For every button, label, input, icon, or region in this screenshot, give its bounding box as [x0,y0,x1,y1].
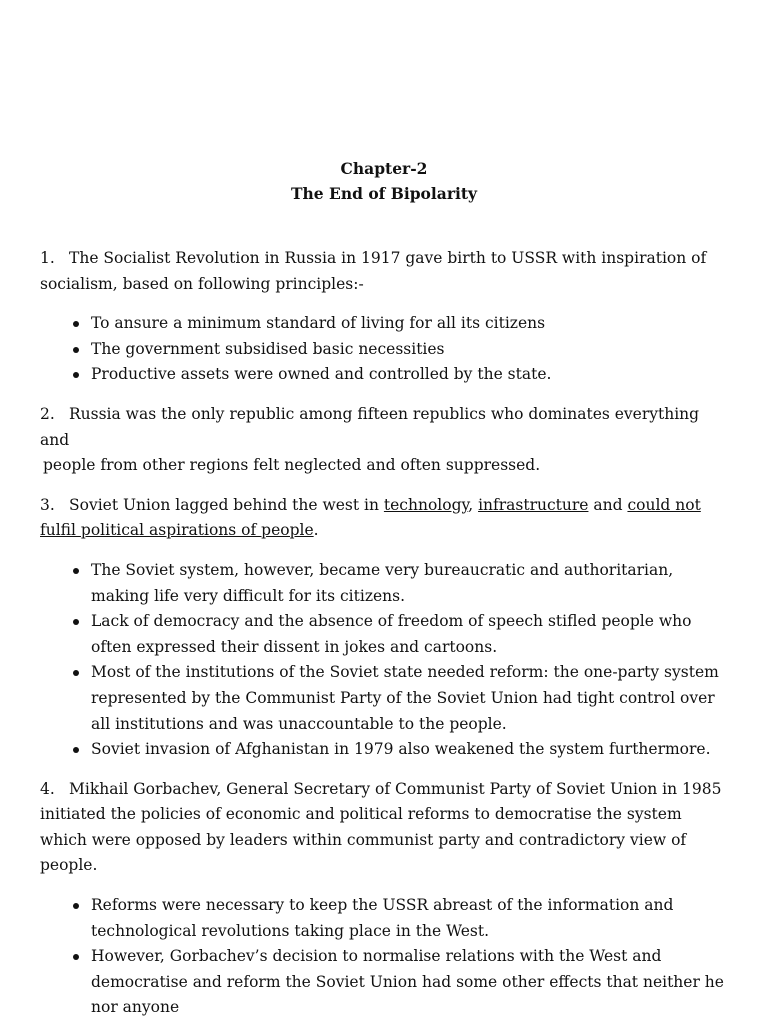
list-item: The Soviet system, however, became very bureaucratic and authoritarian, making life very difficult for its citizens. [40,558,730,609]
list-item: Lack of democracy and the absence of freedom of speech stifled people who often expressed their dissent in jokes and cartoons. [40,609,730,660]
paragraph-text-line1: Russia was the only republic among fifteen republics who dominates everything and [40,404,700,449]
paragraph-number: 3. [40,495,55,514]
principles-list [40,311,730,388]
paragraph-4 [40,777,730,879]
chapter-label: Chapter-2 [340,159,428,178]
paragraph-number: 2. [40,404,55,423]
paragraph-text: Mikhail Gorbachev, General Secretary of Communist Party of Soviet Union in 1985 initiated the policies of economic and political reforms to democratise the system which were opposed by leaders within communist party and contradictory view of people. [40,779,722,875]
page-title: The End of Bipolarity [290,184,478,203]
separator-text: , [468,495,479,514]
paragraph-number: 1. [40,249,55,267]
underlined-term-technology: technology [383,495,469,514]
title-block [0,156,768,206]
paragraph-3 [40,493,730,544]
paragraph-1 [40,246,730,297]
paragraph-number: 4. [40,779,55,798]
list-item: However, Gorbachev’s decision to normalise relations with the West and democratise and reform the Soviet Union had some other effects that neither he nor anyone [40,944,730,1021]
list-item: Productive assets were owned and controlled by the state. [40,362,730,388]
list-item: Reforms were necessary to keep the USSR abreast of the information and technological revolutions taking place in the West. [40,893,730,944]
paragraph-text-line2: people from other regions felt neglected and often suppressed. [43,456,541,475]
separator-text: . [313,521,319,540]
paragraph-2 [40,402,730,479]
list-item: Most of the institutions of the Soviet state needed reform: the one-party system represented by the Communist Party of the Soviet Union had tight control over all institutions and was unaccountable to the people. [40,660,730,737]
soviet-problems-list [40,558,730,763]
list-item: The government subsidised basic necessities [40,337,730,363]
separator-text: and [588,495,628,514]
underlined-term-aspirations: could not fulfil political aspirations of people [40,495,701,540]
underlined-term-infrastructure: infrastructure [478,495,589,514]
list-item: Soviet invasion of Afghanistan in 1979 also weakened the system furthermore. [40,737,730,763]
paragraph-text: Soviet Union lagged behind the west in [69,495,384,514]
document-body [40,246,730,1035]
list-item: To ansure a minimum standard of living for all its citizens [40,311,730,337]
reforms-list [40,893,730,1021]
paragraph-text: The Socialist Revolution in Russia in 1917 gave birth to USSR with inspiration of socialism, based on following principles:- [40,249,707,293]
